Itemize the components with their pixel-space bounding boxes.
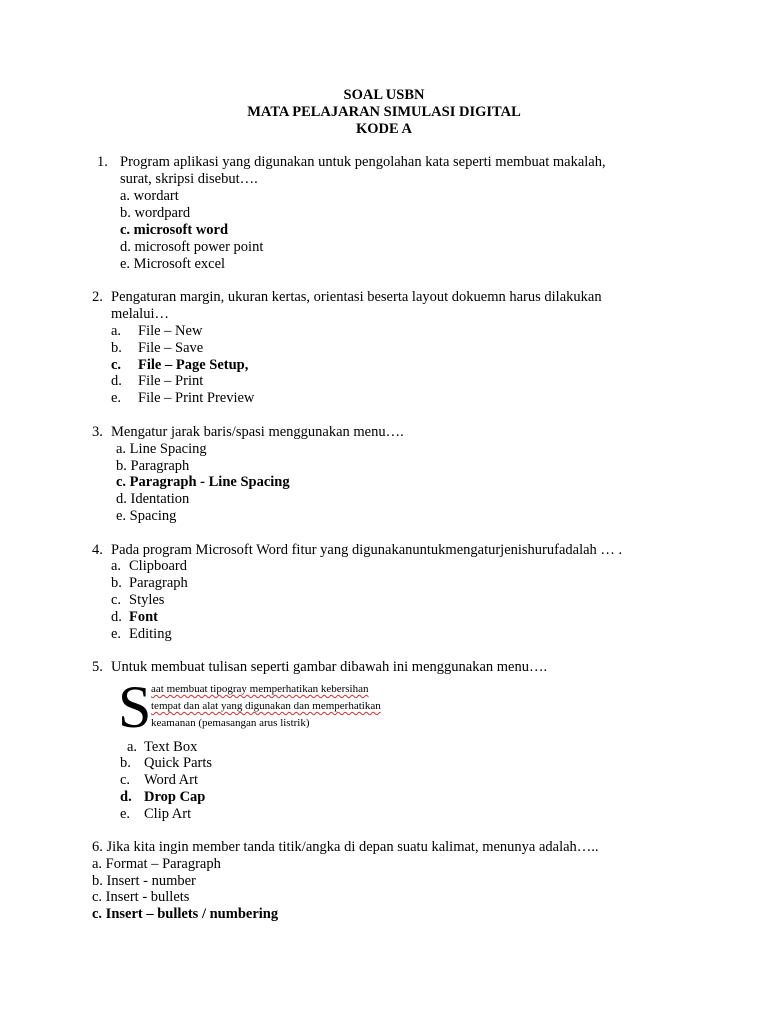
header-code: KODE A — [356, 121, 412, 137]
option-letter: c. — [111, 592, 122, 608]
header-title: SOAL USBN — [343, 87, 425, 103]
option-answer: c. Insert – bullets / numbering — [92, 906, 279, 922]
option: Clip Art — [144, 806, 192, 822]
option: File – Print Preview — [138, 390, 255, 406]
option: Quick Parts — [144, 755, 213, 771]
option-letter: b. — [111, 575, 122, 591]
option-letter: c. — [120, 772, 131, 788]
option-letter: c. — [111, 357, 122, 373]
option: File – Print — [138, 373, 204, 389]
option: d. Identation — [116, 491, 190, 507]
question-text: 6. Jika kita ingin member tanda titik/angka di depan suatu kalimat, menunya adalah….. — [92, 839, 599, 855]
option: d. microsoft power point — [120, 239, 264, 255]
option-letter: e. — [120, 806, 131, 822]
question-text: Mengatur jarak baris/spasi menggunakan menu…. — [111, 424, 404, 440]
option-letter: b. — [111, 340, 122, 356]
drop-cap-example — [118, 674, 458, 740]
option-letter: a. — [111, 323, 122, 339]
option: File – New — [138, 323, 203, 339]
option: Styles — [129, 592, 165, 608]
option-letter: a. — [111, 558, 122, 574]
option: Text Box — [144, 739, 198, 755]
option-answer: Drop Cap — [144, 789, 206, 805]
question-number: 4. — [92, 542, 103, 558]
question-number: 2. — [92, 289, 103, 305]
option: a. wordart — [120, 188, 179, 204]
option-letter: d. — [120, 789, 132, 805]
option-answer: c. Paragraph - Line Spacing — [116, 474, 290, 490]
question-text: Pengaturan margin, ukuran kertas, orientasi beserta layout dokuemn harus dilakukan — [111, 289, 602, 305]
option-answer: File – Page Setup, — [138, 357, 249, 373]
question-number: 1. — [97, 154, 108, 170]
option-letter: e. — [111, 626, 122, 642]
question-text: Untuk membuat tulisan seperti gambar dibawah ini menggunakan menu…. — [111, 659, 548, 675]
option: e. Microsoft excel — [120, 256, 226, 272]
option: c. Insert - bullets — [92, 889, 190, 905]
drop-cap-line: keamanan (pemasangan arus listrik) — [151, 717, 310, 729]
option: Word Art — [144, 772, 199, 788]
question-text: surat, skripsi disebut…. — [120, 171, 258, 187]
option: b. Paragraph — [116, 458, 190, 474]
option-answer: Font — [129, 609, 158, 625]
option-letter: d. — [111, 609, 122, 625]
question-number: 3. — [92, 424, 103, 440]
option: Editing — [129, 626, 172, 642]
question-text: Pada program Microsoft Word fitur yang digunakanuntukmengaturjenishurufadalah … . — [111, 542, 623, 558]
question-text: Program aplikasi yang digunakan untuk pengolahan kata seperti membuat makalah, — [120, 154, 606, 170]
document-header — [0, 87, 768, 138]
question-text: melalui… — [111, 306, 169, 322]
question-number: 5. — [92, 659, 103, 675]
option: Clipboard — [129, 558, 187, 574]
option-letter: d. — [111, 373, 122, 389]
drop-cap-letter: S — [118, 674, 152, 740]
option: a. Line Spacing — [116, 441, 207, 457]
option-letter: a. — [127, 739, 138, 755]
option-letter: b. — [120, 755, 131, 771]
option: b. wordpard — [120, 205, 191, 221]
header-subject: MATA PELAJARAN SIMULASI DIGITAL — [247, 104, 521, 120]
option-letter: e. — [111, 390, 122, 406]
drop-cap-line: tempat dan alat yang digunakan dan memperhatikan — [151, 700, 381, 712]
option: e. Spacing — [116, 508, 177, 524]
option-answer: c. microsoft word — [120, 222, 229, 238]
drop-cap-line: aat membuat tipogray memperhatikan kebersihan — [151, 683, 369, 695]
option: Paragraph — [129, 575, 188, 591]
option: a. Format – Paragraph — [92, 856, 221, 872]
option: File – Save — [138, 340, 204, 356]
option: b. Insert - number — [92, 873, 196, 889]
